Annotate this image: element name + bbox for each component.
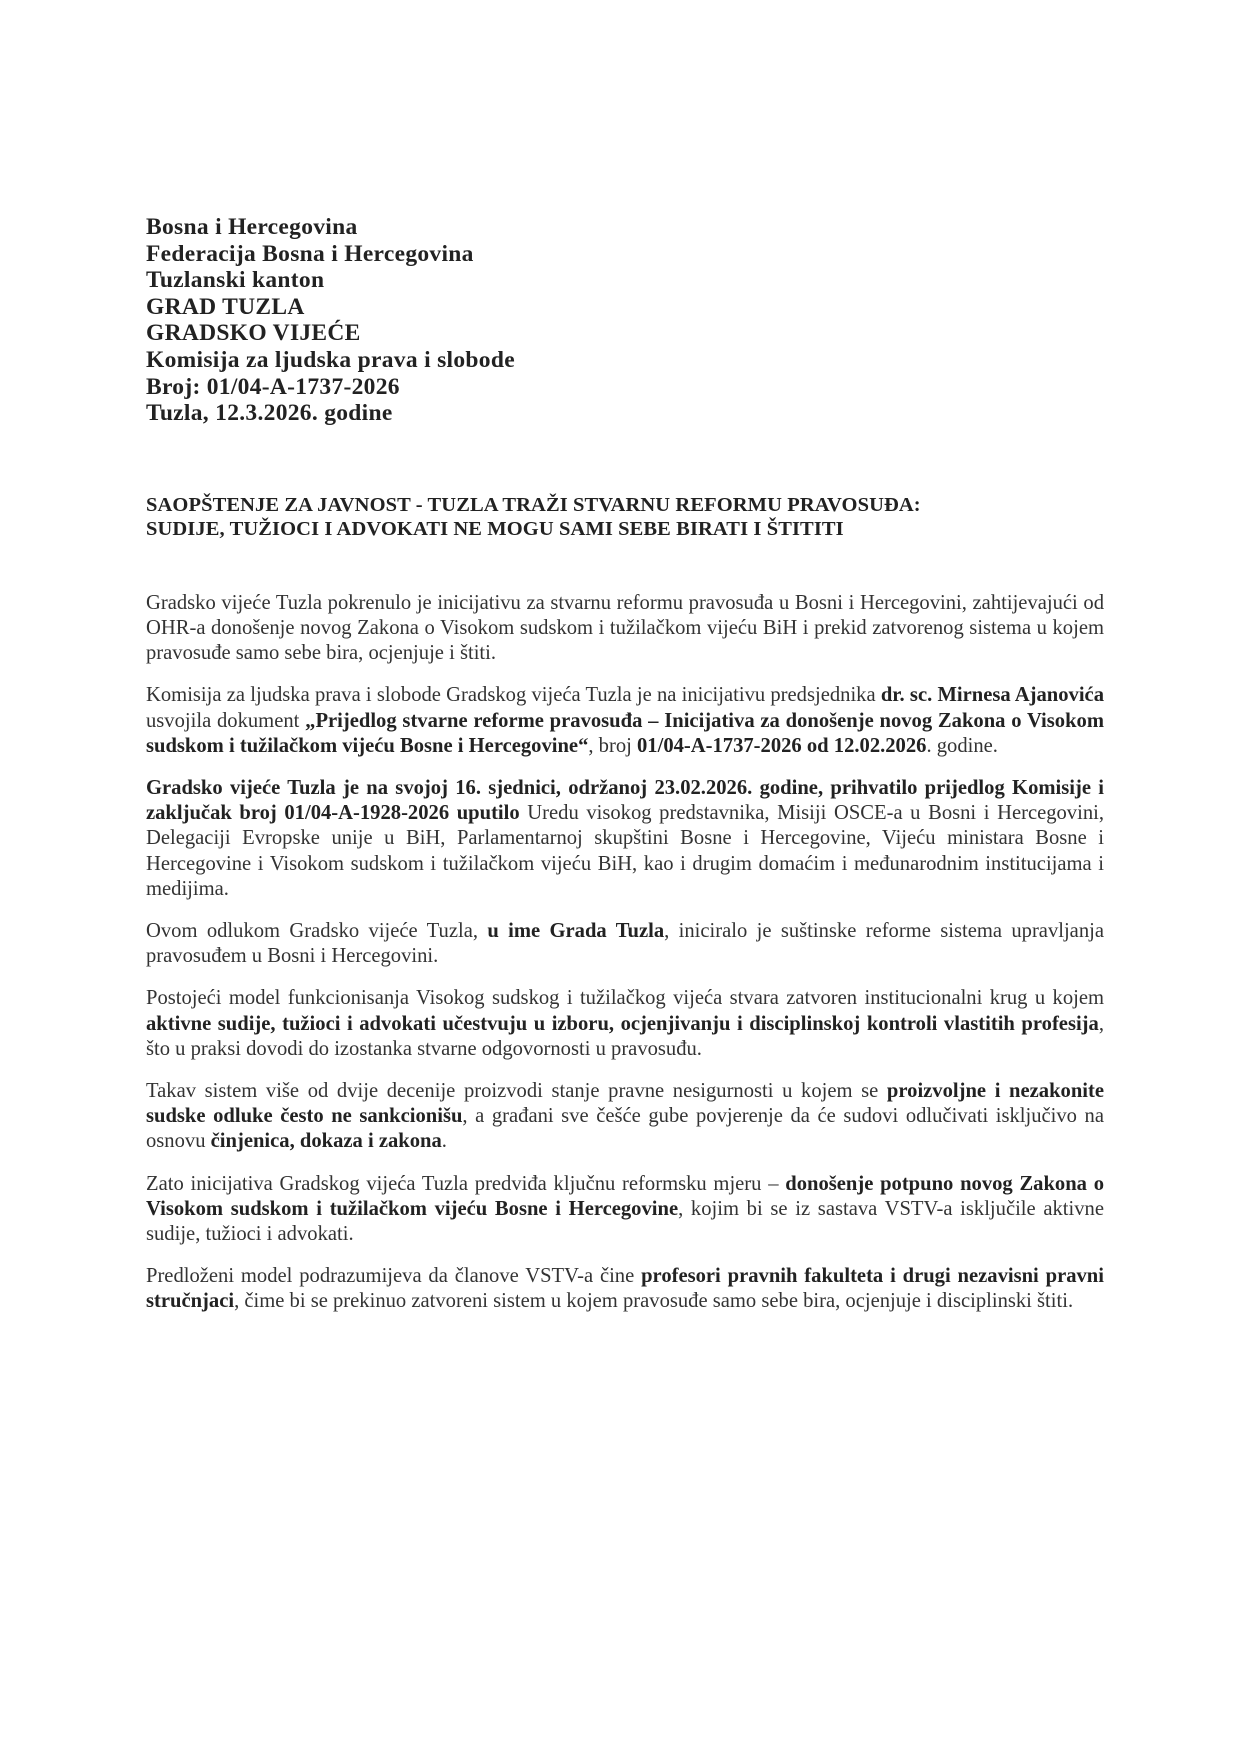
bold-text: donošenje potpuno novog Zakona o Visokom sudskom i tužilačkom vijeću Bosne i Hercegovine	[146, 1172, 1105, 1220]
bold-text: „Prijedlog stvarne reforme pravosuđa – Inicijativa za donošenje novog Zakona o Visokom sudskom i tužilačkom vijeću Bosne i Hercegovine“	[146, 709, 1104, 757]
document-page	[146, 214, 1104, 1332]
text-run: Uredu visokog predstavnika, Misiji OSCE-a u Bosni i Hercegovini, Delegaciji Evropske unije u BiH, Parlamentarnoj skupštini Bosne i Hercegovine, Vijeću ministara Bosne i Hercegovine i Visokom sudskom i tužilačkom vijeću BiH, kao i drugim domaćim i međunarodnim institucijama i medijima.	[146, 802, 1104, 900]
letterhead	[146, 214, 1104, 427]
bold-text: proizvoljne i nezakonite sudske odluke često ne sankcionišu	[146, 1080, 1104, 1128]
text-run: Postojeći model funkcionisanja Visokog sudskog i tužilačkog vijeća stvara zatvoren institucionalni krug u kojem	[146, 987, 1104, 1010]
paragraph-8	[146, 1264, 1104, 1314]
text-run: , iniciralo je suštinske reforme sistema upravljanja pravosuđem u Bosni i Hercegovini.	[146, 919, 1104, 968]
text-run: . godine.	[926, 734, 998, 757]
text-run: Predloženi model podrazumijeva da članove VSTV-a čine	[146, 1265, 642, 1288]
header-country: Bosna i Hercegovina	[146, 214, 358, 240]
paragraph-4	[146, 919, 1104, 969]
title-line-2: SUDIJE, TUŽIOCI I ADVOKATI NE MOGU SAMI SEBE BIRATI I ŠTITITI	[146, 517, 844, 540]
text-run: Takav sistem više od dvije decenije proizvodi stanje pravne nesigurnosti u kojem se	[146, 1080, 887, 1102]
bold-text: profesori pravnih fakulteta i drugi nezavisni pravni stručnjaci	[146, 1265, 1104, 1313]
bold-text: 01/04-A-1737-2026 od 12.02.2026	[637, 734, 927, 757]
text-run: , što u praksi dovodi do izostanka stvarne odgovornosti u pravosuđu.	[146, 1012, 1104, 1060]
text-run: Gradsko vijeće Tuzla pokrenulo je inicijativu za stvarnu reformu pravosuđa u Bosni i Hercegovini, zahtijevajući od OHR-a donošenje novog Zakona o Visokom sudskom i tužilačkom vijeću BiH i prekid zatvorenog sistema u kojem pravosuđe samo sebe bira, ocjenjuje i štiti.	[146, 591, 1104, 665]
paragraph-1	[146, 591, 1104, 667]
paragraph-6	[146, 1079, 1104, 1155]
text-run: usvojila dokument	[146, 709, 306, 732]
bold-text: aktivne sudije, tužioci i advokati učestvuju u izboru, ocjenjivanju i disciplinskoj kontroli vlastitih profesija	[146, 1012, 1099, 1035]
bold-text: u ime Grada Tuzla	[487, 919, 665, 942]
text-run: , kojim bi se iz sastava VSTV-a isključile aktivne sudije, tužioci i advokati.	[146, 1197, 1104, 1246]
header-canton: Tuzlanski kanton	[146, 267, 325, 294]
document-body	[146, 591, 1104, 1315]
header-federation: Federacija Bosna i Hercegovina	[146, 240, 474, 267]
bold-text: Gradsko vijeće Tuzla je na svojoj 16. sjednici, održanoj 23.02.2026. godine, prihvatilo prijedlog Komisije i zaključak broj 01/04-A-1928-2026 uputilo	[146, 776, 1104, 825]
text-run: Komisija za ljudska prava i slobode Gradskog vijeća Tuzla je na inicijativu predsjednika	[146, 684, 881, 707]
header-reference-number: Broj: 01/04-A-1737-2026	[146, 373, 400, 400]
paragraph-5	[146, 986, 1104, 1062]
header-council: GRADSKO VIJEĆE	[146, 320, 361, 347]
text-run: , čime bi se prekinuo zatvoreni sistem u kojem pravosuđe samo sebe bira, ocjenjuje i disciplinski štiti.	[234, 1290, 1074, 1313]
text-run: , broj	[588, 734, 637, 757]
document-title	[146, 493, 1104, 541]
paragraph-2	[146, 683, 1104, 759]
bold-text: činjenica, dokaza i zakona	[210, 1130, 442, 1153]
bold-text: dr. sc. Mirnesa Ajanovića	[880, 684, 1104, 707]
paragraph-7	[146, 1172, 1104, 1248]
header-commission: Komisija za ljudska prava i slobode	[146, 346, 515, 373]
text-run: Ovom odlukom Gradsko vijeće Tuzla,	[146, 919, 488, 942]
text-run: .	[441, 1130, 447, 1153]
header-place-date: Tuzla, 12.3.2026. godine	[146, 400, 393, 427]
paragraph-3	[146, 776, 1104, 902]
title-line-1: SAOPŠTENJE ZA JAVNOST - TUZLA TRAŽI STVARNU REFORMU PRAVOSUĐA:	[146, 493, 921, 516]
header-city: GRAD TUZLA	[146, 293, 305, 320]
text-run: , a građani sve češće gube povjerenje da će sudovi odlučivati isključivo na osnovu	[146, 1105, 1104, 1153]
text-run: Zato inicijativa Gradskog vijeća Tuzla predviđa ključnu reformsku mjeru –	[146, 1172, 786, 1195]
